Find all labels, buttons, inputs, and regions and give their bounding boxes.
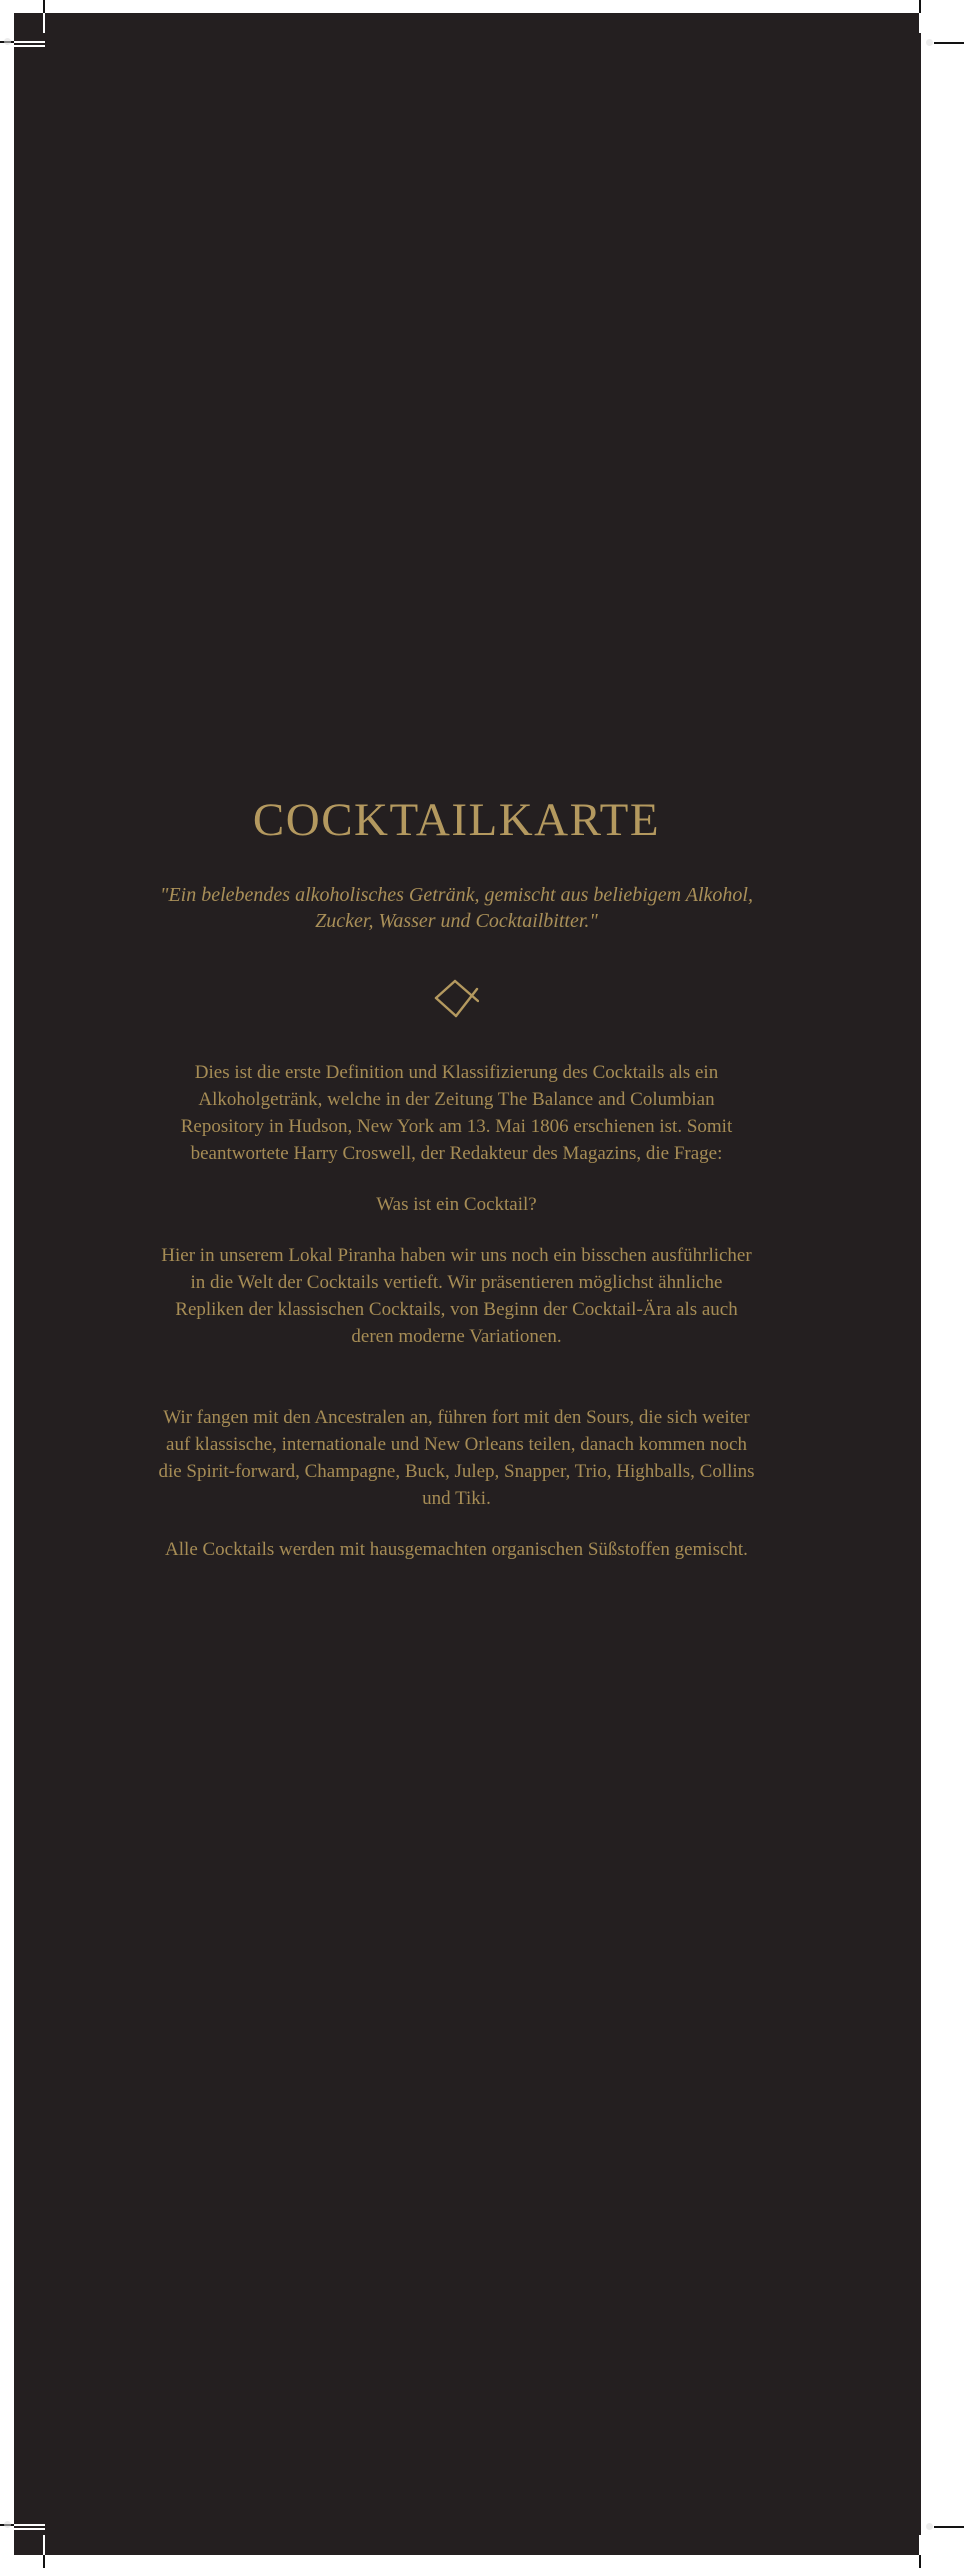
- paragraph-line: Hier in unserem Lokal Piranha haben wir uns noch ein bisschen ausführlicher: [161, 1245, 752, 1266]
- paragraph-line: auf klassische, internationale und New Orleans teilen, danach kommen noch: [166, 1434, 747, 1455]
- paragraph-line: Wir fangen mit den Ancestralen an, führen fort mit den Sours, die sich weiter: [163, 1407, 750, 1428]
- about-paragraph: [94, 1242, 819, 1350]
- sweetener-note: Alle Cocktails werden mit hausgemachten organischen Süßstoffen gemischt.: [165, 1539, 748, 1560]
- diamond-ornament-icon: [433, 978, 479, 1018]
- paragraph-line: in die Welt der Cocktails vertieft. Wir präsentieren möglichst ähnliche: [190, 1272, 723, 1293]
- registration-dot: [4, 38, 11, 45]
- paragraph-line: Repliken der klassischen Cocktails, von Beginn der Cocktail-Ära als auch: [175, 1299, 738, 1320]
- categories-paragraph: [94, 1404, 819, 1512]
- crop-mark-bottom-right-vertical: [919, 2555, 921, 2568]
- crop-mark-bottom-right-vertical-inner: [919, 2535, 921, 2555]
- crop-mark-top-right-vertical: [919, 0, 921, 13]
- crop-mark-top-left-vertical: [43, 0, 45, 13]
- crop-mark-top-left-horizontal-inner: [14, 41, 45, 43]
- registration-dot: [926, 2523, 933, 2530]
- registration-dot: [926, 39, 933, 46]
- paragraph-line: Alkoholgetränk, welche in der Zeitung The Balance and Columbian: [198, 1089, 715, 1110]
- crop-mark-bottom-left-horizontal-inner-2: [14, 2528, 45, 2530]
- paragraph-line: beantwortete Harry Croswell, der Redakteur des Magazins, die Frage:: [190, 1143, 723, 1164]
- crop-mark-top-left-horizontal-inner-2: [14, 45, 45, 47]
- paragraph-line: Repository in Hudson, New York am 13. Mai 1806 erschienen ist. Somit: [180, 1116, 733, 1137]
- paragraph-line: deren moderne Variationen.: [351, 1326, 562, 1347]
- registration-dot: [4, 2521, 11, 2528]
- crop-mark-bottom-left-vertical-inner: [43, 2535, 45, 2555]
- crop-mark-bottom-right-horizontal: [934, 2526, 964, 2528]
- crop-mark-top-right-horizontal: [934, 42, 964, 44]
- question-line: Was ist ein Cocktail?: [376, 1194, 537, 1215]
- quote-line: Zucker, Wasser und Cocktailbitter.": [315, 910, 598, 932]
- crop-mark-top-left-vertical-inner: [43, 13, 45, 33]
- quote-line: "Ein belebendes alkoholisches Getränk, gemischt aus beliebigem Alkohol,: [160, 884, 753, 906]
- intro-quote: [94, 882, 819, 934]
- crop-mark-top-right-vertical-inner: [919, 13, 921, 33]
- paragraph-line: die Spirit-forward, Champagne, Buck, Julep, Snapper, Trio, Highballs, Collins: [158, 1461, 755, 1482]
- crop-mark-bottom-left-vertical: [43, 2555, 45, 2568]
- paragraph-line: und Tiki.: [422, 1488, 491, 1509]
- crop-mark-bottom-left-horizontal-inner: [14, 2524, 45, 2526]
- definition-paragraph: [94, 1059, 819, 1167]
- paragraph-line: Dies ist die erste Definition und Klassifizierung des Cocktails als ein: [194, 1062, 719, 1083]
- page-title: COCKTAILKARTE: [252, 794, 661, 846]
